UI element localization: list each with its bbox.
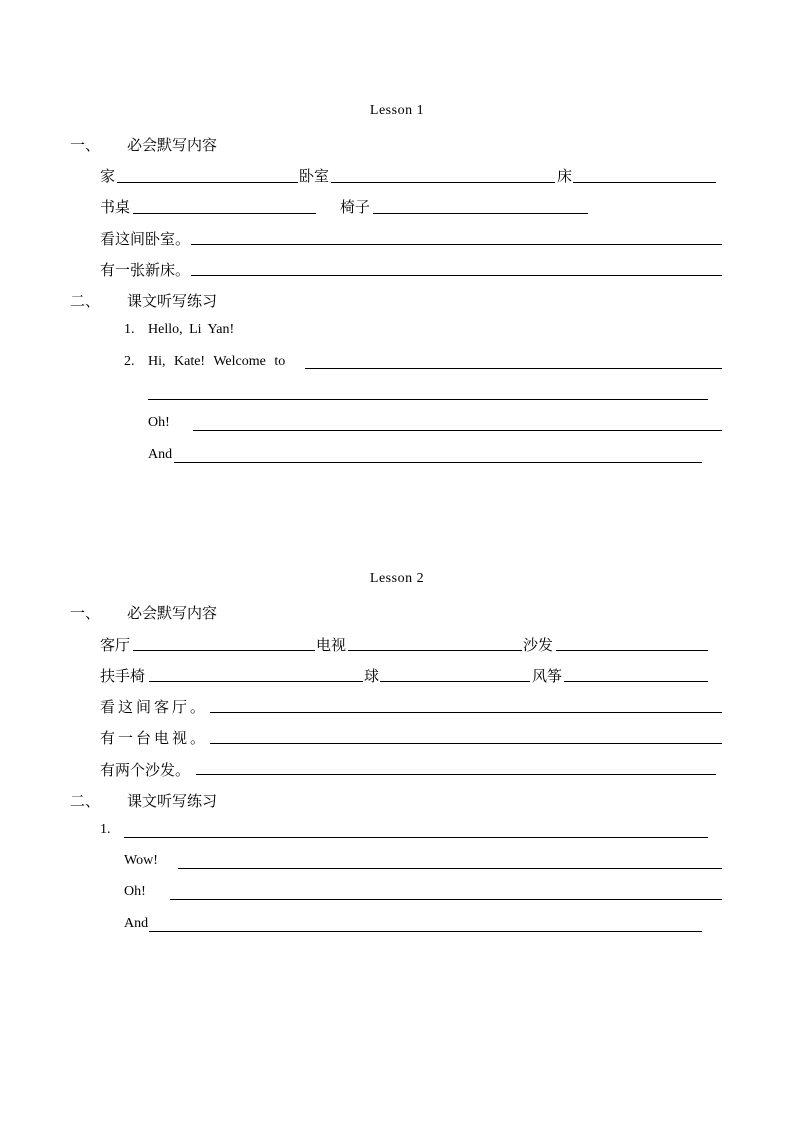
item-number: 1. — [100, 822, 111, 837]
answer-blank[interactable] — [193, 430, 722, 431]
answer-blank[interactable] — [191, 275, 722, 276]
word-label: 沙发 — [523, 636, 554, 654]
dialogue-line: Hello, Li Yan! — [148, 322, 235, 337]
answer-blank[interactable] — [348, 650, 522, 651]
word-label: 卧室 — [299, 167, 330, 185]
answer-blank[interactable] — [133, 213, 316, 214]
answer-blank[interactable] — [380, 681, 530, 682]
section1-number: 一、 — [70, 136, 101, 154]
lesson1-title: Lesson 1 — [369, 103, 425, 118]
answer-blank[interactable] — [564, 681, 708, 682]
section2-number: 二、 — [70, 292, 101, 310]
word-label: 客厅 — [100, 636, 131, 654]
word-label: 球 — [364, 667, 380, 685]
dialogue-line: And — [124, 916, 149, 931]
answer-blank[interactable] — [117, 182, 298, 183]
dialogue-line: Hi, Kate! Welcome to — [148, 354, 286, 369]
answer-blank[interactable] — [210, 712, 722, 713]
answer-blank[interactable] — [124, 837, 708, 838]
section2-heading: 课文听写练习 — [127, 292, 218, 310]
dialogue-line: Oh! — [148, 415, 170, 430]
word-label: 家 — [100, 167, 116, 185]
answer-blank[interactable] — [373, 213, 588, 214]
answer-blank[interactable] — [149, 681, 363, 682]
answer-blank[interactable] — [210, 743, 722, 744]
answer-blank[interactable] — [178, 868, 722, 869]
answer-blank[interactable] — [196, 774, 716, 775]
sentence-prompt: 看这间卧室。 — [100, 230, 191, 248]
item-number: 1. — [124, 322, 135, 337]
answer-blank[interactable] — [174, 462, 702, 463]
section2-heading: 课文听写练习 — [127, 792, 218, 810]
word-label: 电视 — [316, 636, 347, 654]
answer-blank[interactable] — [556, 650, 708, 651]
sentence-prompt: 有一张新床。 — [100, 261, 191, 279]
section1-heading: 必会默写内容 — [127, 604, 218, 622]
answer-blank[interactable] — [148, 399, 708, 400]
sentence-prompt: 有两个沙发。 — [100, 761, 191, 779]
word-label: 椅子 — [340, 198, 371, 216]
answer-blank[interactable] — [133, 650, 315, 651]
word-label: 书桌 — [100, 198, 131, 216]
section2-number: 二、 — [70, 792, 101, 810]
word-label: 风筝 — [532, 667, 563, 685]
dialogue-line: And — [148, 447, 173, 462]
word-label: 床 — [557, 167, 573, 185]
lesson2-title: Lesson 2 — [369, 571, 425, 586]
answer-blank[interactable] — [170, 899, 722, 900]
word-label: 扶手椅 — [100, 667, 146, 685]
answer-blank[interactable] — [573, 182, 716, 183]
section1-number: 一、 — [70, 604, 101, 622]
dialogue-line: Oh! — [124, 884, 146, 899]
answer-blank[interactable] — [149, 931, 702, 932]
answer-blank[interactable] — [305, 368, 722, 369]
sentence-prompt: 有一台电视。 — [100, 729, 209, 747]
dialogue-line: Wow! — [124, 853, 158, 868]
section1-heading: 必会默写内容 — [127, 136, 218, 154]
sentence-prompt: 看这间客厅。 — [100, 698, 209, 716]
item-number: 2. — [124, 354, 135, 369]
answer-blank[interactable] — [191, 244, 722, 245]
answer-blank[interactable] — [331, 182, 555, 183]
